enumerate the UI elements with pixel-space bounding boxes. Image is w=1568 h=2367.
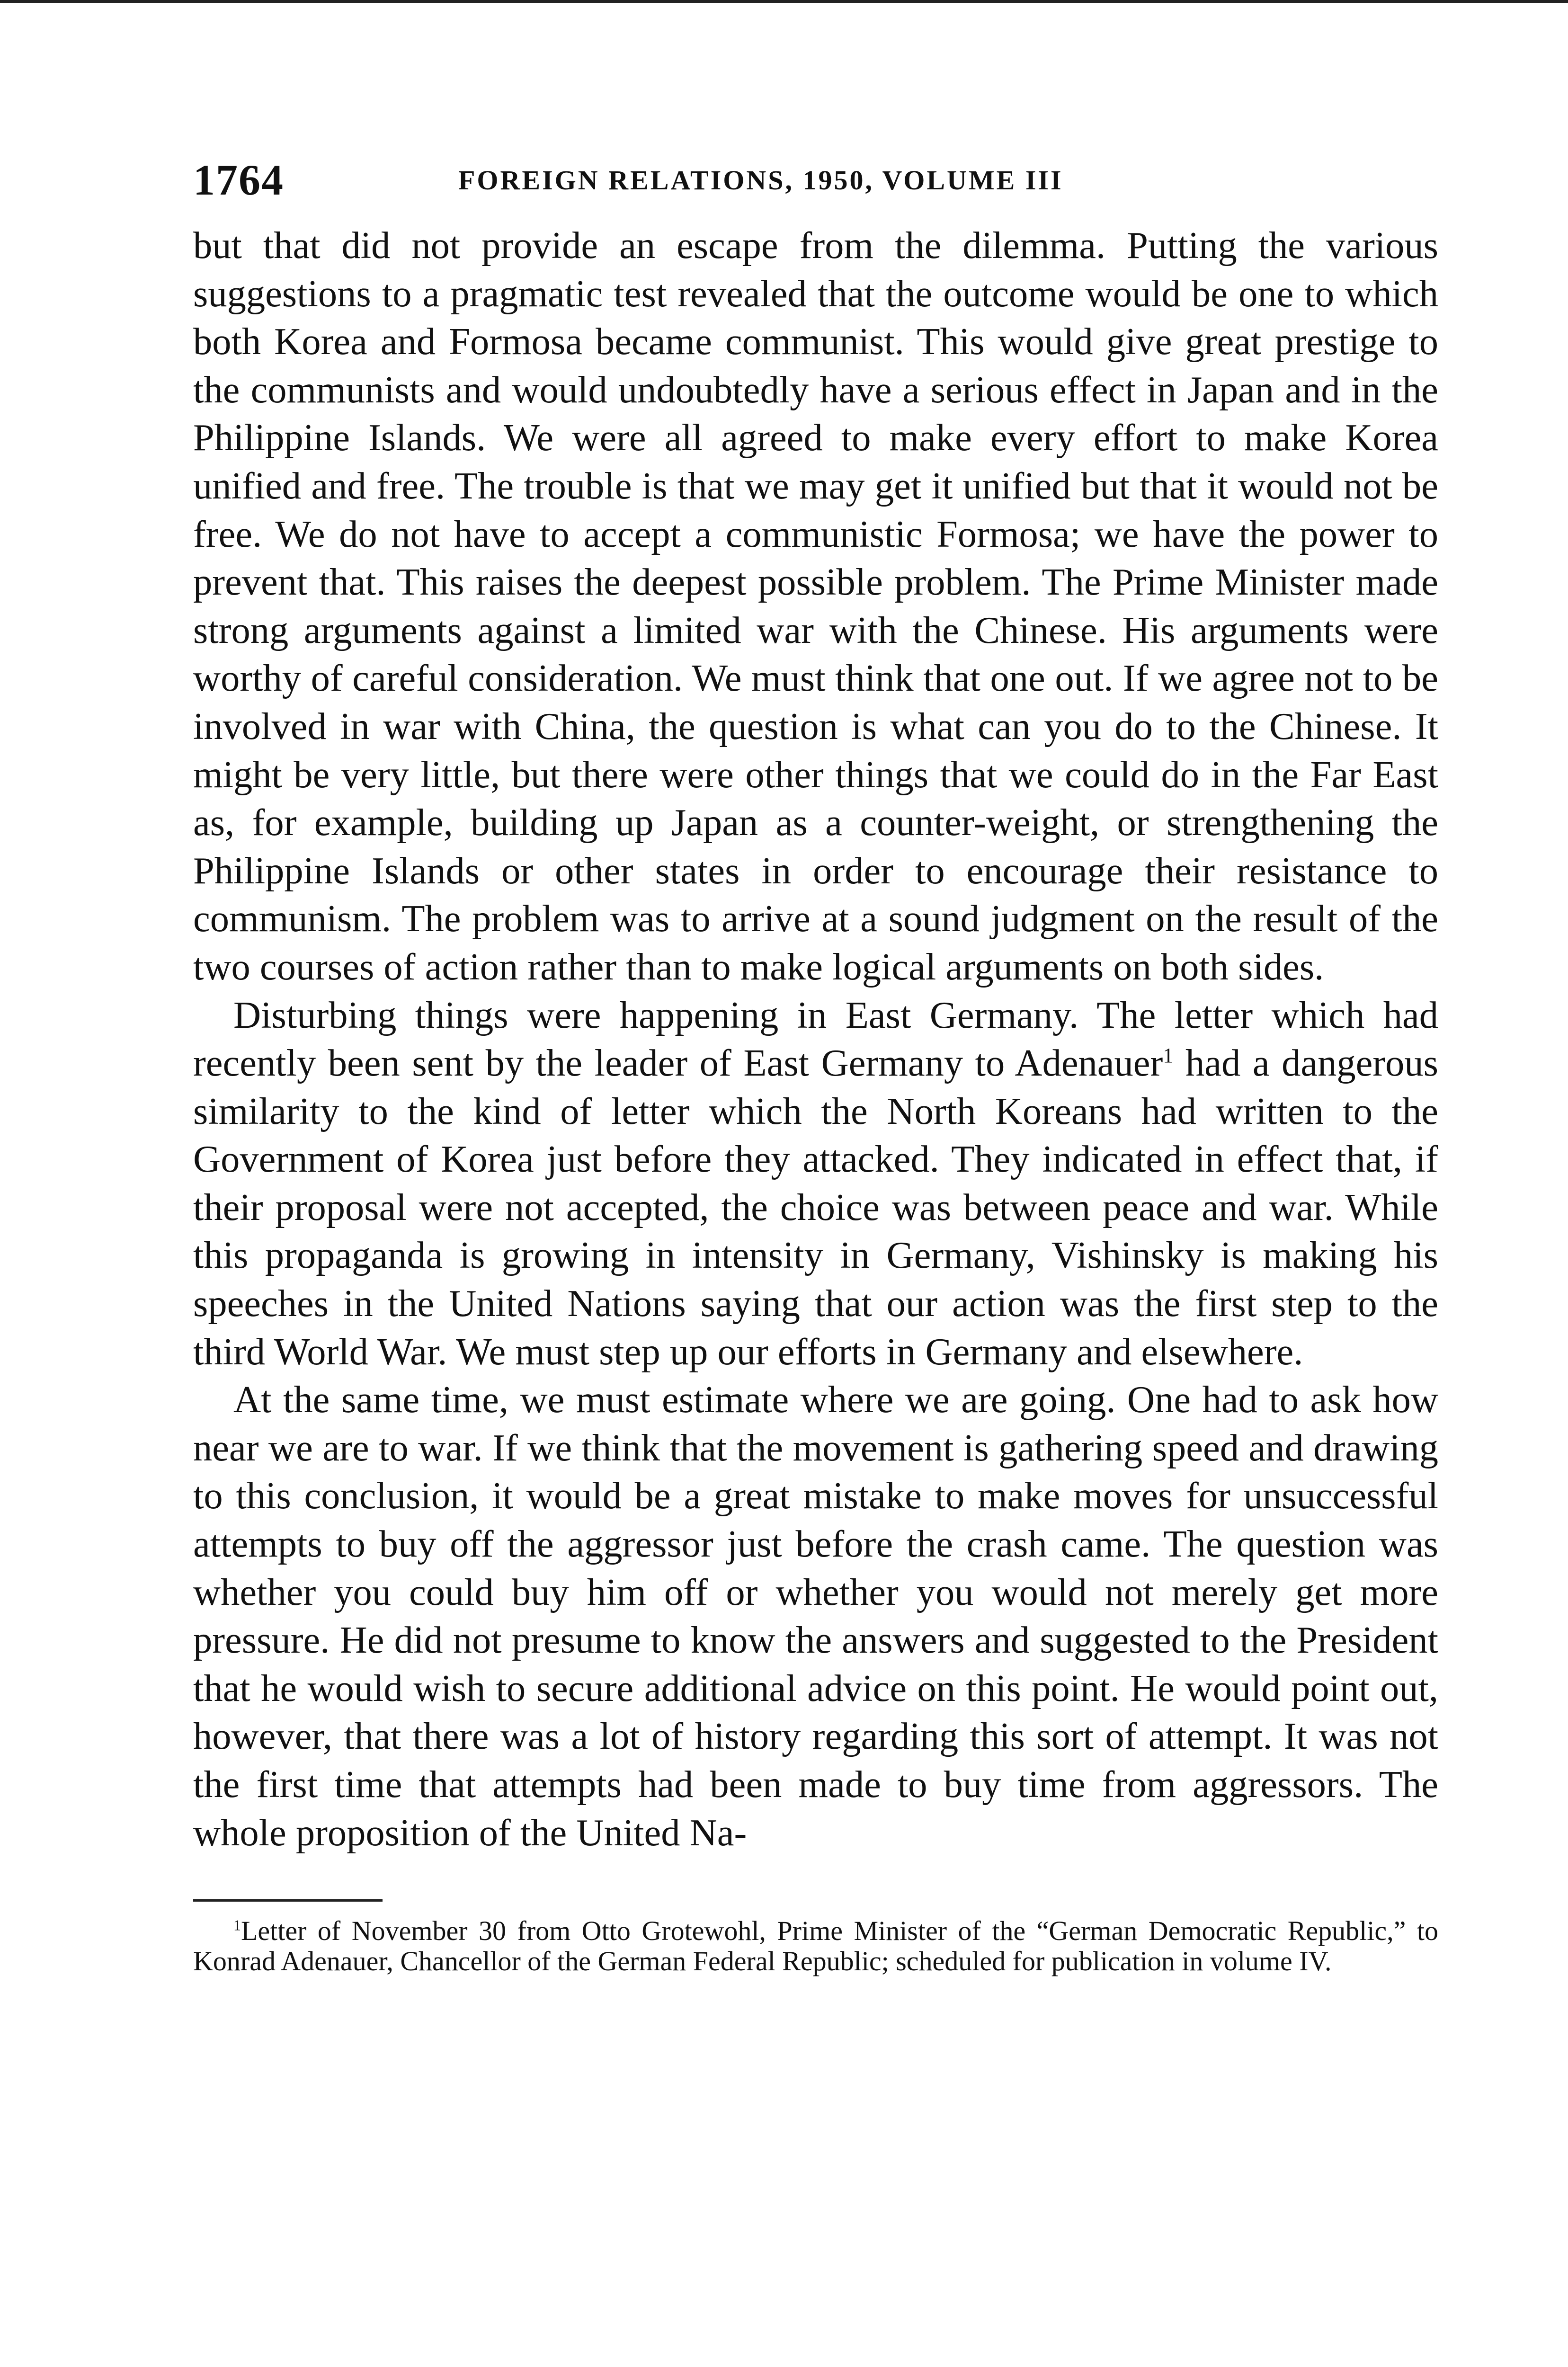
page-number: 1764	[193, 156, 284, 204]
paragraph-2-text-after-note: had a dangerous similarity to the kind of letter which the North Koreans had written to the Government of Korea just before they attacked. They indicated in effect that, if their proposal were not accepted, the choice was between peace and war. While this propaganda is growing in intensity in Germany, Vishinsky is making his speeches in the United Nations saying that our action was the first step to the third World War. We must step up our efforts in Germany and elsewhere.	[193, 1042, 1438, 1373]
footnote-marker: 1	[233, 1917, 241, 1934]
footnote-divider	[193, 1899, 383, 1902]
body-text	[193, 222, 1438, 1857]
paragraph-2-text-before-note: Disturbing things were happening in East Germany. The letter which had recently been sent by the leader of East Germany to Adenauer	[193, 994, 1438, 1085]
paragraph-1: but that did not provide an escape from the dilemma. Putting the various suggestions to a pragmatic test revealed that the outcome would be one to which both Korea and Formosa became communist. This would give great prestige to the communists and would undoubtedly have a serious effect in Japan and in the Philippine Islands. We were all agreed to make every effort to make Korea unified and free. The trouble is that we may get it unified but that it would not be free. We do not have to accept a communistic Formosa; we have the power to prevent that. This raises the deepest possible problem. The Prime Minister made strong arguments against a limited war with the Chinese. His arguments were worthy of careful consideration. We must think that one out. If we agree not to be involved in war with China, the question is what can you do to the Chinese. It might be very little, but there were other things that we could do in the Far East as, for example, building up Japan as a counter-weight, or strengthening the Philippine Islands or other states in order to encourage their resistance to communism. The problem was to arrive at a sound judgment on the result of the two courses of action rather than to make logical arguments on both sides.	[193, 224, 1438, 988]
paragraph-2	[193, 991, 1438, 1376]
footnotes	[193, 1916, 1438, 1976]
footnote-reference: 1	[1163, 1044, 1174, 1068]
document-page	[193, 137, 1438, 1976]
running-title: FOREIGN RELATIONS, 1950, VOLUME III	[458, 165, 1063, 196]
footnote-1	[193, 1916, 1438, 1976]
paragraph-3: At the same time, we must estimate where we are going. One had to ask how near we are to war. If we think that the movement is gathering speed and drawing to this conclusion, it would be a great mistake to make moves for unsuccessful attempts to buy off the aggressor just before the crash came. The question was whether you could buy him off or whether you would not merely get more pressure. He did not presume to know the answers and suggested to the President that he would wish to secure additional advice on this point. He would point out, however, that there was a lot of history regarding this sort of attempt. It was not the first time that attempts had been made to buy time from aggressors. The whole proposition of the United Na-	[193, 1379, 1438, 1854]
footnote-1-text: Letter of November 30 from Otto Grotewohl, Prime Minister of the “German Democratic Republic,” to Konrad Adenauer, Chancellor of the German Federal Republic; scheduled for publication in volume IV.	[193, 1915, 1438, 1977]
running-head	[193, 137, 1438, 208]
top-edge-rule	[0, 0, 1568, 3]
